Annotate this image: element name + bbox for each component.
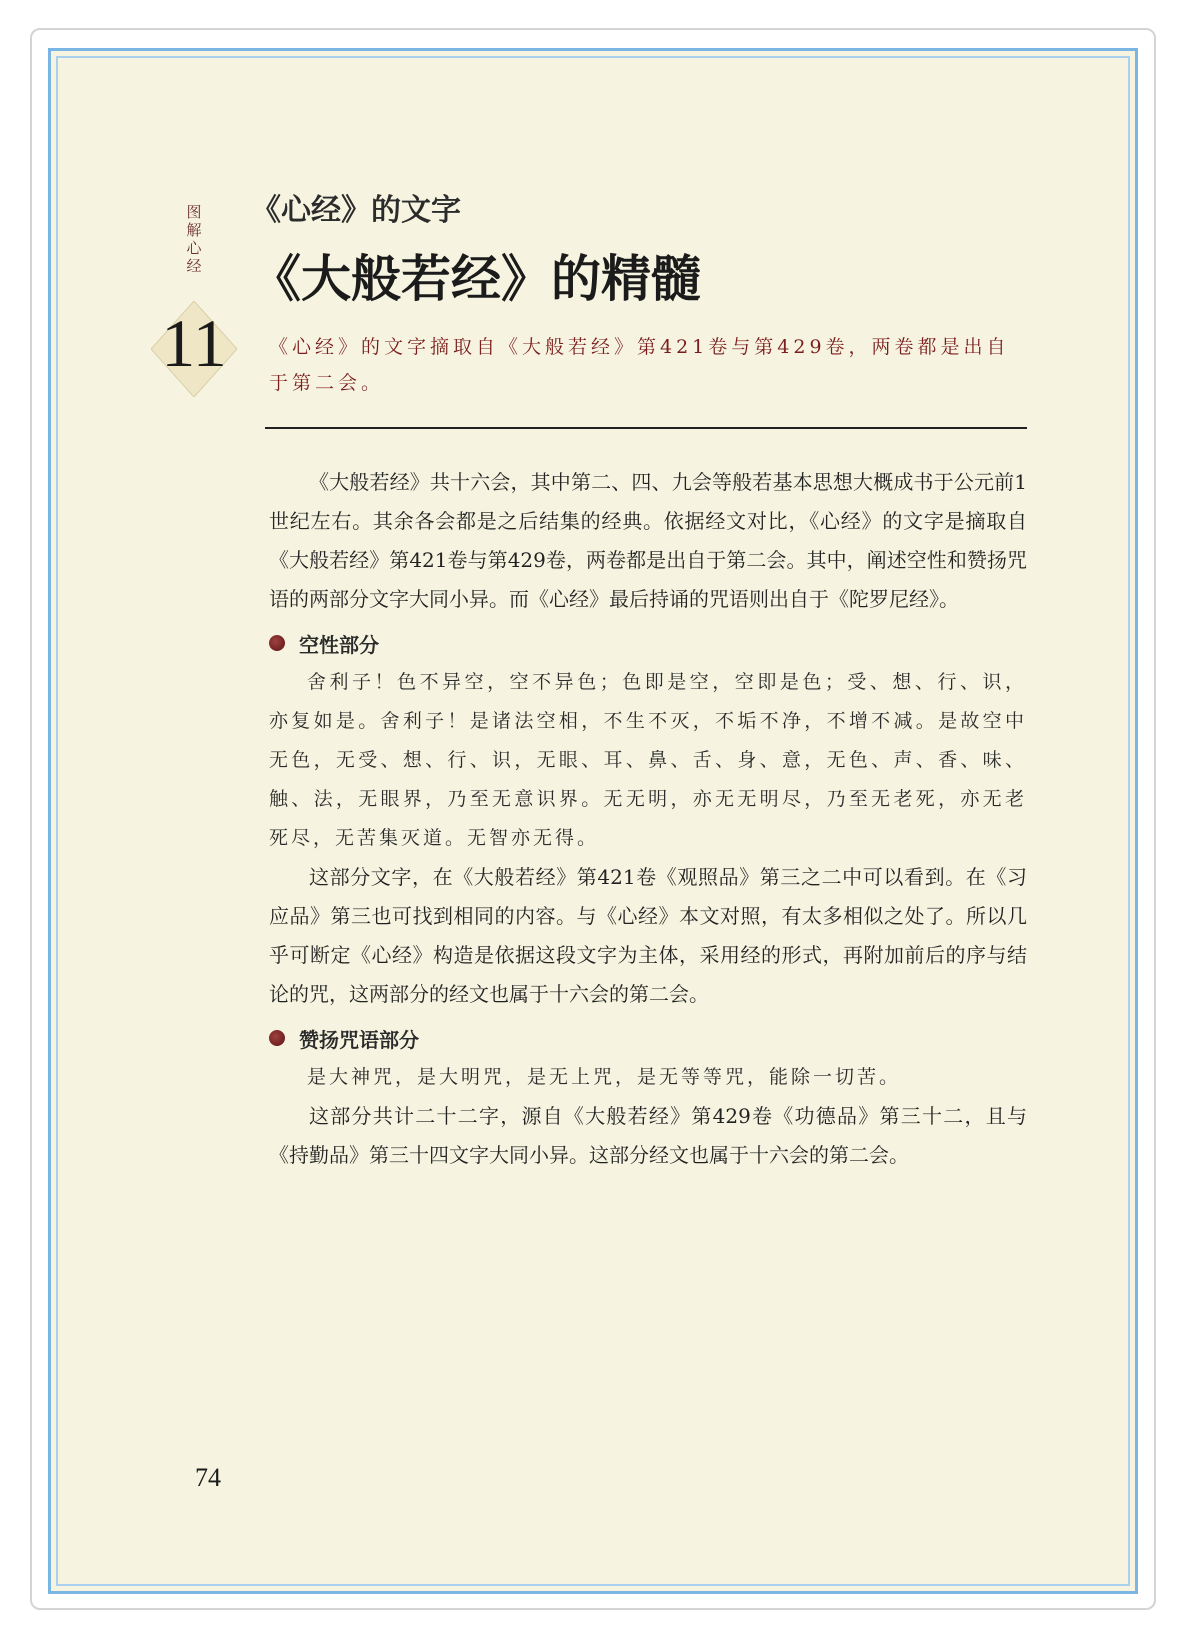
page-title: 《大般若经》的精髓 [251,249,701,308]
book-title-vertical: 图解心经 [186,203,202,275]
book-page [48,48,1138,1594]
section-subtitle: 《心经》的文字 [251,193,461,228]
main-text [269,463,1027,1175]
commentary-paragraph: 这部分文字，在《大般若经》第421卷《观照品》第三之二中可以看到。在《习应品》第三也可找到相同的内容。与《心经》本文对照，有太多相似之处了。所以几乎可断定《心经》构造是依据这段文字为主体，采用经的形式，再附加前后的序与结论的咒，这两部分的经文也属于十六会的第二会。 [269,865,1027,1006]
chapter-number: 11 [161,305,227,381]
section-heading-text: 空性部分 [299,632,379,657]
section-heading-text: 赞扬咒语部分 [299,1027,419,1052]
commentary-paragraph: 这部分共计二十二字，源自《大般若经》第429卷《功德品》第三十二，且与《持勤品》第三十四文字大同小异。这部分经文也属于十六会的第二会。 [269,1104,1027,1167]
divider [265,427,1027,429]
chapter-marker [151,301,237,397]
sutra-quote: 舍利子！色不异空，空不异色；色即是空，空即是色；受、想、行、识，亦复如是。舍利子！是诸法空相，不生不灭，不垢不净，不增不减。是故空中无色，无受、想、行、识，无眼、耳、鼻、舌、身、意，无色、声、香、味、触、法，无眼界，乃至无意识界。无无明，亦无无明尽，乃至无老死，亦无老死尽，无苦集灭道。无智亦无得。 [269,671,1027,849]
bullet-icon [269,1030,285,1046]
section-heading-mantra [269,1018,1027,1058]
section-heading-emptiness [269,623,1027,663]
intro-paragraph: 《大般若经》共十六会，其中第二、四、九会等般若基本思想大概成书于公元前1世纪左右。其余各会都是之后结集的经典。依据经文对比，《心经》的文字是摘取自《大般若经》第421卷与第429卷，两卷都是出自于第二会。其中，阐述空性和赞扬咒语的两部分文字大同小异。而《心经》最后持诵的咒语则出自于《陀罗尼经》。 [269,470,1027,611]
bullet-icon [269,635,285,651]
page-number: 74 [195,1463,221,1492]
sutra-quote: 是大神咒，是大明咒，是无上咒，是无等等咒，能除一切苦。 [307,1066,902,1088]
section-intro: 《心经》的文字摘取自《大般若经》第421卷与第429卷，两卷都是出自于第二会。 [269,336,1010,394]
